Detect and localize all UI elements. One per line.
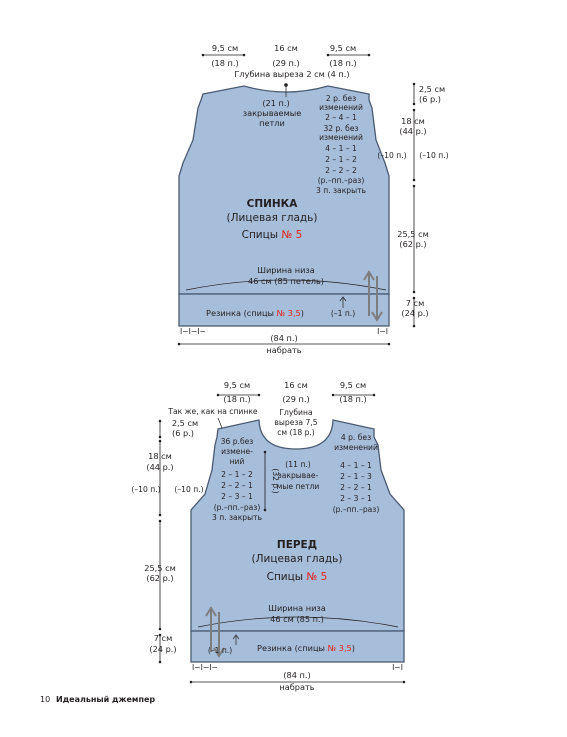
front-rib-dec: (–1 п.) <box>207 646 233 655</box>
front-shoulder-rows: (6 р.) <box>172 428 194 438</box>
back-top-left-width: 9,5 см <box>211 43 239 53</box>
back-shaping-line: изменений <box>319 133 363 142</box>
back-top-left-st: (18 п.) <box>211 58 239 68</box>
front-hem-width-label: Ширина низа <box>268 603 326 613</box>
front-neck-rows: (32 р.) <box>271 468 280 494</box>
front-same-as-back: Так же, как на спинке <box>168 407 258 416</box>
front-left-shaping-line: 2 – 3 – 1 <box>221 492 253 501</box>
back-neck-bind-2: закрываемые <box>242 108 302 118</box>
front-body-h: 25,5 см <box>144 563 176 573</box>
front-top-right-width: 9,5 см <box>339 380 367 390</box>
back-shaping-line: 2 – 4 – 1 <box>325 113 357 122</box>
back-top-mid-st: (29 п.) <box>272 58 300 68</box>
back-shoulder-h: 2,5 см <box>418 84 446 94</box>
front-right-shaping-line: 2 – 3 – 1 <box>340 494 372 503</box>
front-left-shaping-line: (р.–пп.–раз) <box>213 503 261 512</box>
back-neck-bind-1: (21 п.) <box>262 98 290 108</box>
front-rib-label: Резинка (спицы № 3,5) <box>257 643 355 653</box>
front-armhole-h: 18 см <box>148 451 172 461</box>
back-hem-width-label: Ширина низа <box>257 265 315 275</box>
back-shaping-line: изменений <box>319 103 363 112</box>
back-shaping-line: 2 – 1 – 2 <box>325 155 357 164</box>
back-needles: Спицы № 5 <box>241 229 303 241</box>
front-neck-depth-3: см (18 р.) <box>277 428 315 437</box>
front-left-shaping-line: измене- <box>221 447 253 456</box>
back-rib-h: 7 см <box>405 298 425 308</box>
back-top-right-width: 9,5 см <box>329 43 357 53</box>
front-top-mid-width: 16 см <box>284 380 308 390</box>
back-shaping-line: 32 р. без <box>323 124 359 133</box>
front-cast-on-st: (84 п.) <box>283 670 311 680</box>
front-piece <box>131 380 404 692</box>
front-rib-pattern-right: I−I <box>392 663 403 672</box>
front-subtitle: (Лицевая гладь) <box>251 553 343 565</box>
front-top-left-st: (18 п.) <box>223 394 251 404</box>
back-dec-inner: (–10 п.) <box>377 151 407 160</box>
back-shaping-line: 4 – 1 – 1 <box>325 144 357 153</box>
back-rib-rows: (24 р.) <box>401 308 429 318</box>
back-rib-dec: (–1 п.) <box>330 309 356 318</box>
back-shaping-line: 2 р. без <box>325 94 357 103</box>
front-rib-h: 7 см <box>153 633 173 643</box>
front-left-shaping-line: 36 р.без <box>220 437 254 446</box>
front-right-shaping-line: изменений <box>334 443 378 452</box>
front-neck-depth-1: Глубина <box>279 408 313 417</box>
back-armhole-h: 18 см <box>401 116 425 126</box>
back-hem-width-value: 46 см (85 петель) <box>248 276 324 286</box>
back-shaping-line: 2 – 2 – 2 <box>325 166 357 175</box>
front-right-shaping-line: 2 – 2 – 1 <box>340 483 372 492</box>
front-top-mid-st: (29 п.) <box>282 394 310 404</box>
back-subtitle: (Лицевая гладь) <box>226 212 318 224</box>
back-body-h: 25,5 см <box>397 229 429 239</box>
front-right-shaping-line: 2 – 1 – 3 <box>340 472 372 481</box>
front-armhole-rows: (44 р.) <box>146 462 174 472</box>
back-armhole-rows: (44 р.) <box>399 126 427 136</box>
back-rib-pattern-left: I−I−I− <box>180 327 206 336</box>
front-needles: Спицы № 5 <box>266 571 328 583</box>
back-shaping-line: 3 п. закрыть <box>315 186 367 195</box>
back-top-mid-width: 16 см <box>274 43 298 53</box>
back-rib-label: Резинка (спицы № 3,5) <box>206 308 304 318</box>
front-neck-bind-3: мые петли <box>276 482 320 491</box>
front-rib-pattern-left: I−I−I− <box>192 663 218 672</box>
front-left-shaping-line: ний <box>229 457 245 466</box>
back-top-right-st: (18 п.) <box>329 58 357 68</box>
front-neck-bind-1: (11 п.) <box>285 460 311 469</box>
front-top-left-width: 9,5 см <box>223 380 251 390</box>
back-dec-outer: (–10 п.) <box>419 151 449 160</box>
back-neck-bind-3: петли <box>259 118 285 128</box>
back-cast-on-st: (84 п.) <box>270 333 298 343</box>
front-left-shaping-line: 2 – 2 – 1 <box>221 481 253 490</box>
front-hem-width-value: 46 см (85 п.) <box>270 614 324 624</box>
front-title: ПЕРЕД <box>276 539 318 551</box>
back-cast-on-label: набрать <box>266 345 302 355</box>
front-rib-rows: (24 р.) <box>149 644 177 654</box>
front-top-right-st: (18 п.) <box>339 394 367 404</box>
back-shoulder-rows: (6 р.) <box>419 94 441 104</box>
back-piece <box>179 43 449 355</box>
front-dec-outer: (–10 п.) <box>131 485 161 494</box>
front-left-shaping-line: 2 – 1 – 2 <box>221 470 253 479</box>
back-neck-depth: Глубина выреза 2 см (4 п.) <box>234 69 350 79</box>
book-title: Идеальный джемпер <box>56 695 156 704</box>
front-neck-depth-2: выреза 7,5 <box>274 418 318 427</box>
back-body-rows: (62 р.) <box>399 239 427 249</box>
front-body-rows: (62 р.) <box>146 573 174 583</box>
front-cast-on-label: набрать <box>279 682 315 692</box>
page-number: 10 <box>40 695 51 704</box>
back-shaping-line: (р.–пп.–раз) <box>317 176 365 185</box>
back-rib-pattern-right: I−I <box>377 327 388 336</box>
front-right-shaping-line: (р.–пп.–раз) <box>332 505 380 514</box>
front-left-shaping-line: 3 п. закрыть <box>211 513 263 522</box>
front-shoulder-h: 2,5 см <box>171 418 199 428</box>
front-dec-inner: (–10 п.) <box>174 485 204 494</box>
front-right-shaping-line: 4 р. без <box>340 433 372 442</box>
front-right-shaping-line: 4 – 1 – 1 <box>340 461 372 470</box>
front-neck-bind-2: закрывае- <box>277 471 319 480</box>
back-title: СПИНКА <box>246 198 298 210</box>
